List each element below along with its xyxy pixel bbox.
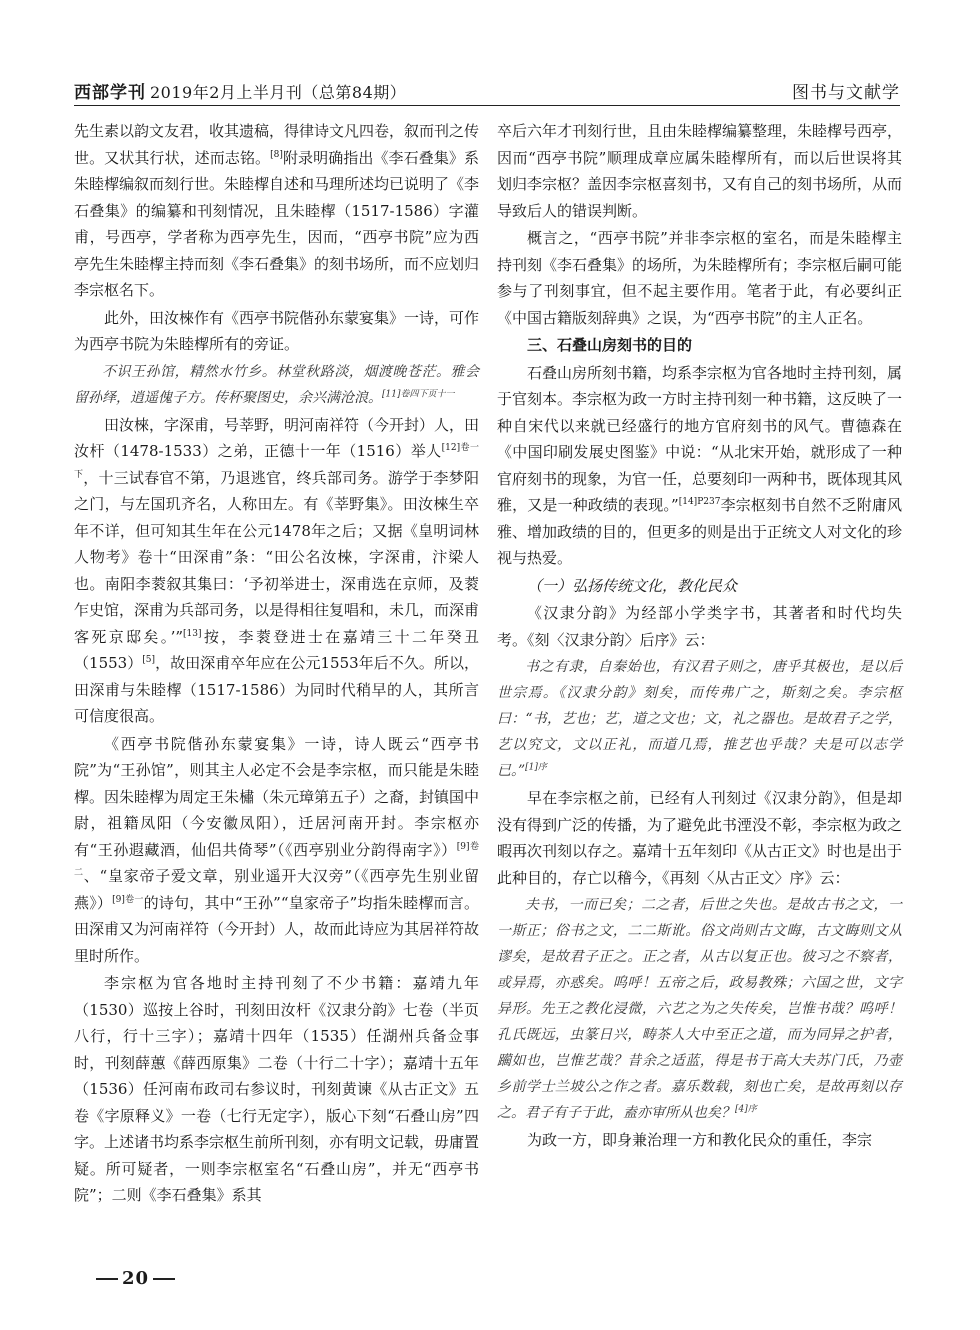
paragraph: 李宗枢为官各地时主持刊刻了不少书籍：嘉靖九年（1530）巡按上谷时，刊刻田汝杆《汉隶分韵》七卷（半页八行，行十三字）；嘉靖十四年（1535）任湖州兵备佥事时，刊刻薛蕙《薛西原集》二卷（十行二十字）；嘉靖十五年（1536）任河南布政司右参议时，刊刻黄谏《从古正文》五卷《字原释义》一卷（七行无定字），版心下刻“石叠山房”四字。上述诸书均系李宗枢生前所刊刻，亦有明文记载，毋庸置疑。所可疑者，一则李宗枢室名“石叠山房”，并无“西亭书院”；二则《李石叠集》系其 (74, 974, 480, 1204)
citation-ref: [5] (142, 655, 156, 665)
page-number (92, 1268, 179, 1289)
citation-ref: [12]卷一下 (74, 443, 479, 480)
header-rule (74, 105, 900, 106)
block-quote: 夫书，一而已矣；二之者，后世之失也。是故古书之文，一一斯正；俗书之文，二二斯讹。俗文尚则古文晦，古文晦则文从谬矣，是故君子正之。正之者，从古以复正也。彼习之不察者，或异焉，亦惑矣。呜呼！五帝之后，政易教殊；六国之世，文字异形。先王之教化浸微，六艺之为之失传矣，岂惟书哉？呜呼！孔氏既远，虫篆日兴，畴茶人大中至正之道，而为同异之护者，躏如也，岂惟艺哉？昔余之适蓝，得是书于高大夫苏门氏，乃壶乡前学士兰坡公之作之者。嘉乐数载，刻也亡矣，是故再刻以存之。君子有子于此，盍亦审所从也矣？$^{[4]序}$ (497, 897, 902, 1121)
header-left (74, 78, 406, 103)
citation-ref: [1]序 (525, 762, 547, 773)
paragraph: 此外，田汝棶作有《西亭书院偕孙东蒙宴集》一诗，可作为西亭书院为朱睦㮮所有的旁证。 (74, 308, 480, 353)
paragraph: 《汉隶分韵》为经部小学类字书，其著者和时代均失考。《刻〈汉隶分韵〉后序》云： (497, 604, 902, 649)
citation-ref: [13] (183, 628, 202, 639)
citation-ref: [14]P237 (678, 497, 721, 507)
right-column (497, 118, 902, 1155)
block-quote: 书之有隶，自秦始也，有汉君子则之，唐乎其极也，是以后世宗焉。《汉隶分韵》刻矣，而传弗广之，斯刻之矣。李宗枢曰：“书，艺也；艺，道之文也；文，礼之器也。是故君子之学，艺以究文，文以正礼，而道几焉，推艺也乎哉？夫是可以志学已。”$^{[1]序}$ (497, 659, 902, 779)
citation-ref: [11]卷四下页十一 (382, 388, 455, 399)
section-heading: 三、石叠山房刻书的目的 (527, 336, 693, 354)
paragraph: 卒后六年才刊刻行世，且由朱睦㮮编纂整理，朱睦㮮号西亭，因而“西亭书院”顺理成章应属朱睦㮮所有，而以后世误将其划归李宗枢？盖因李宗枢喜刻书，又有自己的刻书场所，从而导致后人的错误判断。 (497, 122, 903, 220)
issue-info: 2019年2月上半月刊（总第84期） (150, 83, 407, 102)
citation-ref: [9]卷二 (74, 841, 480, 878)
page-dash-left (96, 1278, 118, 1280)
citation-ref: [9]卷一 (112, 894, 144, 905)
citation-ref: [8] (270, 149, 283, 160)
citation-ref: [4]序 (735, 1104, 757, 1115)
paragraph: 先生素以韵文友君，收其遗稿，得律诗文凡四卷，叙而刊之传世。又状其行状，述而志铭。[8]附录明确指出《李石叠集》系朱睦㮮编叙而刻行世。朱睦㮮自述和马理所述均已说明了《李石叠集》的编纂和刊刻情况，且朱睦㮮（1517-1586）字灌甫，号西亭，学者称为西亭先生，因而，“西亭书院”应为西亭先生朱睦㮮主持而刻《李石叠集》的刻书场所，而不应划归李宗枢名下。 (74, 122, 480, 299)
block-quote: 不识王孙馆，精然水竹乡。林堂秋路淡，烟渡晚苍茫。雅会留孙绎，逍遥傀子方。传杯聚图史，余兴满沧浪。$^{[11]卷四下页十一}$ (74, 363, 479, 406)
subsection-heading: （一）弘扬传统文化，教化民众 (527, 576, 738, 595)
paragraph: 概言之，“西亭书院”并非李宗枢的室名，而是朱睦㮮主持刊刻《李石叠集》的场所，为朱睦㮮所有；李宗枢后嗣可能参与了刊刻事宜，但不起主要作用。笔者于此，有必要纠正《中国古籍版刻辞典》之误，为“西亭书院”的主人正名。 (497, 229, 903, 327)
paragraph: 《西亭书院偕孙东蒙宴集》一诗，诗人既云“西亭书院”为“王孙馆”，则其主人必定不会是李宗枢，而只能是朱睦㮮。因朱睦㮮为周定王朱橚（朱元璋第五子）之裔，封镇国中尉，祖籍凤阳（今安徽凤阳），迁居河南开封。李宗枢亦有“王孙遐藏酒，仙侣共倚琴”（《西亭别业分韵得南字》）$^{[9]卷二}$、“皇家帝子爱文章，别业遥开大汉旁”（《西亭先生别业留燕》）$^{[9]卷一}$的诗句，其中“王孙”“皇家帝子”均指朱睦㮮而言。田深甫又为河南祥符（今开封）人，故而此诗应为其居祥符故里时所作。 (74, 734, 480, 965)
running-header (74, 74, 900, 102)
journal-name: 西部学刊 (74, 83, 146, 103)
page-dash-right (153, 1278, 175, 1280)
section-name: 图书与文献学 (792, 83, 900, 103)
paragraph: 为政一方，即身兼治理一方和教化民众的重任，李宗 (527, 1131, 873, 1149)
left-column (74, 118, 479, 1210)
paragraph: 田汝棶，字深甫，号莘野，明河南祥符（今开封）人，田汝杆（1478-1533）之弟，正德十一年（1516）举人$^{[12]卷一下}$，十三试春官不第，乃退逃官，终兵部司务。游学于李梦阳之门，与左国玑齐名，人称田左。有《莘野集》。田汝棶生卒年不详，但可知其生年在公元1478年之后；又据《皇明词林人物考》卷十“田深甫”条：“田公名汝棶，字深甫，汴梁人也。南阳李蓘叙其集曰：‘予初举进士，深甫选在京师，及蓘乍史馆，深甫为兵部司务，以是得相往复唱和，未几，而深甫客死京邸矣。’”[13]按，李蓘登进士在嘉靖三十二年癸丑（1553）[5]，故田深甫卒年应在公元1553年后不久。所以，田深甫与朱睦㮮（1517-1586）为同时代稍早的人，其所言可信度很高。 (74, 415, 480, 725)
paragraph: 早在李宗枢之前，已经有人刊刻过《汉隶分韵》，但是却没有得到广泛的传播，为了避免此书湮没不彰，李宗枢为政之暇再次刊刻以存之。嘉靖十五年刻印《从古正文》时也是出于此种目的，存亡以稽今，《再刻〈从古正文〉序》云： (497, 789, 903, 887)
paragraph: 石叠山房所刻书籍，均系李宗枢为官各地时主持刊刻，属于官刻本。李宗枢为政一方时主持刊刻一种书籍，这反映了一种自宋代以来就已经盛行的地方官府刻书的风气。曹德森在《中国印刷发展史图鉴》中说：“从北宋开始，就形成了一种官府刻书的现象，为官一任，总要刻印一两种书，既体现其风雅，又是一种政绩的表现。”$^{[14]P237}$李宗枢刻书自然不乏附庸风雅、增加政绩的目的，但更多的则是出于正统文人对文化的珍视与热爱。 (497, 363, 903, 567)
page-number-text: 20 (122, 1268, 150, 1289)
